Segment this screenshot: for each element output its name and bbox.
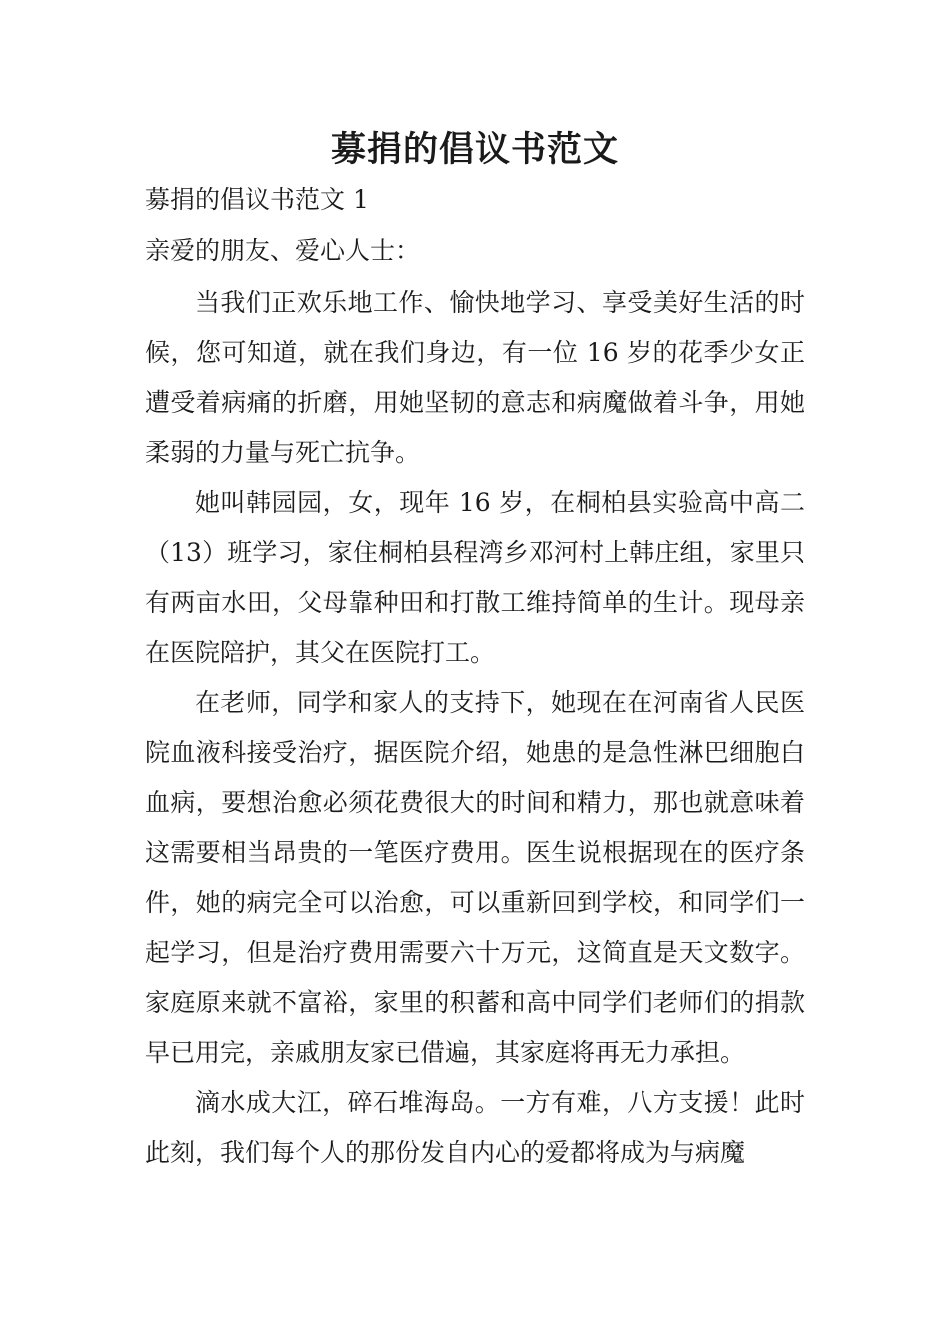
document-subtitle: 募捐的倡议书范文 1 xyxy=(145,185,369,214)
document-title: 募捐的倡议书范文 xyxy=(330,129,619,170)
paragraph-4: 滴水成大江，碎石堆海岛。一方有难，八方支援！此时此刻，我们每个人的那份发自内心的爱都将成为与病魔 xyxy=(145,1088,805,1167)
document-body xyxy=(145,278,805,1178)
paragraph-1: 当我们正欢乐地工作、愉快地学习、享受美好生活的时候，您可知道，就在我们身边，有一位 16 岁的花季少女正遭受着病痛的折磨，用她坚韧的意志和病魔做着斗争，用她柔弱的力量与死亡抗争。 xyxy=(145,288,805,467)
paragraph-2: 她叫韩园园，女，现年 16 岁，在桐柏县实验高中高二（13）班学习，家住桐柏县程湾乡邓河村上韩庄组，家里只有两亩水田，父母靠种田和打散工维持简单的生计。现母亲在医院陪护，其父在医院打工。 xyxy=(145,488,805,667)
paragraph-3: 在老师，同学和家人的支持下，她现在在河南省人民医院血液科接受治疗，据医院介绍，她患的是急性淋巴细胞白血病，要想治愈必须花费很大的时间和精力，那也就意味着这需要相当昂贵的一笔医疗费用。医生说根据现在的医疗条件，她的病完全可以治愈，可以重新回到学校，和同学们一起学习，但是治疗费用需要六十万元，这简直是天文数字。家庭原来就不富裕，家里的积蓄和高中同学们老师们的捐款早已用完，亲戚朋友家已借遍，其家庭将再无力承担。 xyxy=(145,688,805,1067)
salutation: 亲爱的朋友、爱心人士： xyxy=(145,236,421,265)
